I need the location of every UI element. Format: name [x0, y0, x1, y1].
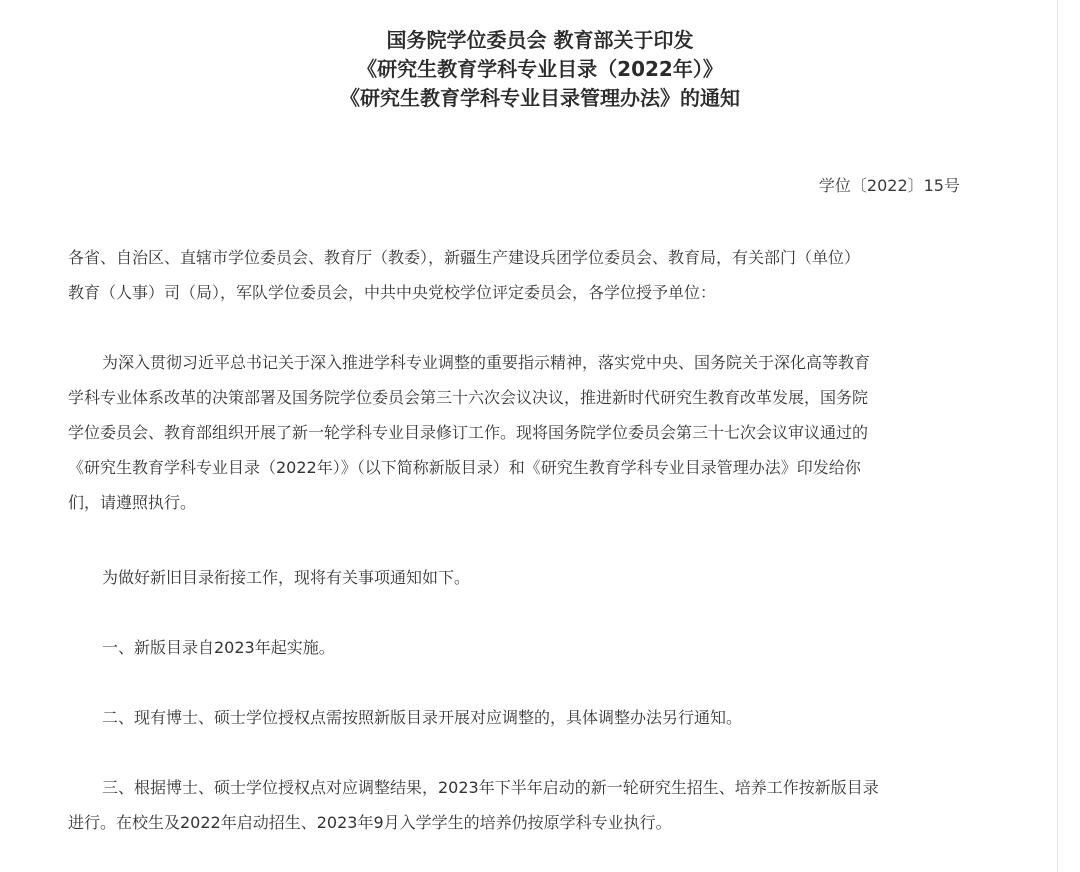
purpose-line-4: 《研究生教育学科专业目录（2022年）》（以下简称新版目录）和《研究生教育学科专业目录管理办法》印发给你: [68, 458, 861, 477]
addressee-line-2: 教育（人事）司（局），军队学位委员会，中共中央党校学位评定委员会，各学位授予单位：: [68, 283, 717, 302]
notice-title: [0, 26, 1080, 113]
item-two: [68, 700, 968, 735]
purpose-line-2: 学科专业体系改革的决策部署及国务院学位委员会第三十六次会议决议，推进新时代研究生教育改革发展，国务院: [68, 388, 869, 407]
transition-paragraph: [68, 560, 968, 595]
purpose-line-5: 们，请遵照执行。: [68, 493, 197, 512]
title-line-3: 《研究生教育学科专业目录管理办法》的通知: [340, 86, 740, 110]
item-three: [68, 770, 968, 840]
transition-line: 为做好新旧目录衔接工作，现将有关事项通知如下。: [102, 568, 471, 587]
item-one-text: 一、新版目录自2023年起实施。: [102, 638, 335, 657]
item-two-text: 二、现有博士、硕士学位授权点需按照新版目录开展对应调整的，具体调整办法另行通知。: [102, 708, 743, 727]
addressee-line-1: 各省、自治区、直辖市学位委员会、教育厅（教委），新疆生产建设兵团学位委员会、教育局，有关部门（单位）: [68, 248, 861, 267]
item-three-line-1: 三、根据博士、硕士学位授权点对应调整结果，2023年下半年启动的新一轮研究生招生、培养工作按新版目录: [102, 778, 879, 797]
item-three-line-2: 进行。在校生及2022年启动招生、2023年9月入学学生的培养仍按原学科专业执行。: [68, 813, 672, 832]
addressee-paragraph: [68, 240, 968, 310]
item-one: [68, 630, 968, 665]
document-number: 学位〔2022〕15号: [818, 176, 960, 195]
purpose-line-1: 为深入贯彻习近平总书记关于深入推进学科专业调整的重要指示精神，落实党中央、国务院关于深化高等教育: [102, 353, 871, 372]
purpose-line-3: 学位委员会、教育部组织开展了新一轮学科专业目录修订工作。现将国务院学位委员会第三十七次会议审议通过的: [68, 423, 869, 442]
title-line-1: 国务院学位委员会 教育部关于印发: [386, 28, 694, 52]
purpose-paragraph: [68, 345, 968, 520]
right-edge-divider: [1057, 0, 1058, 872]
title-line-2: 《研究生教育学科专业目录（2022年）》: [357, 57, 723, 81]
